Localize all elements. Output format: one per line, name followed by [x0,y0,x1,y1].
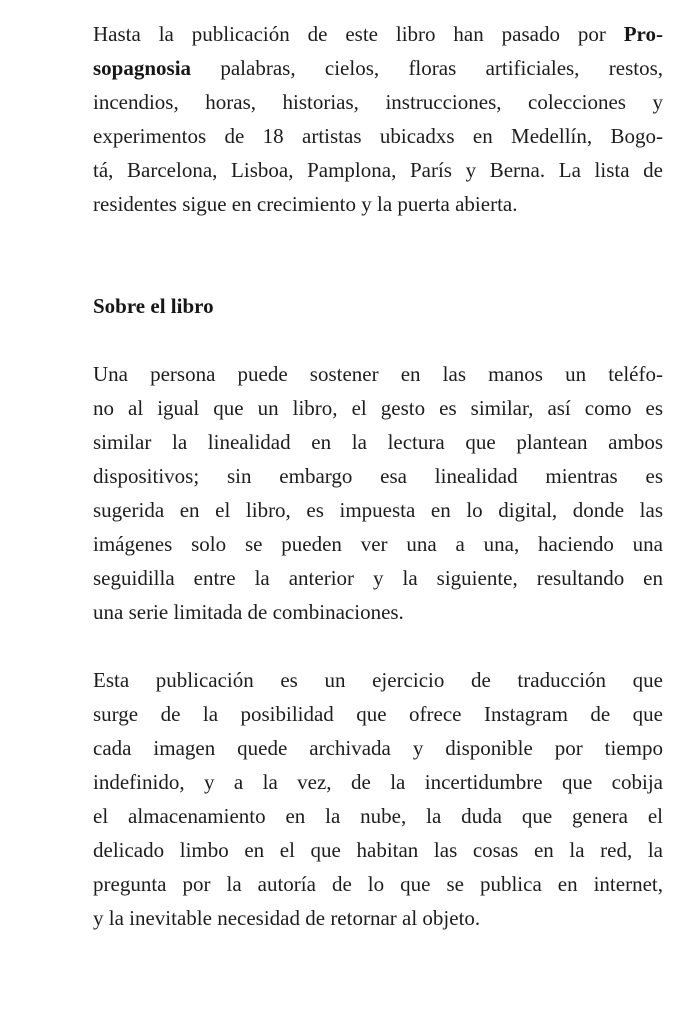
text-line: tá, Barcelona, Lisboa, Pamplona, París y Berna. La lista de [93,158,663,182]
text-line: residentes sigue en crecimiento y la puerta abierta. [93,192,518,216]
text-line: experimentos de 18 artistas ubicadxs en Medellín, Bogo- [93,124,663,148]
bold-text-run: Pro- [623,22,663,46]
text-run: palabras, cielos, floras artificiales, restos, [191,56,663,80]
text-line: una serie limitada de combinaciones. [93,600,404,624]
text-line [93,17,663,51]
text-line: sugerida en el libro, es impuesta en lo digital, donde las [93,498,663,522]
text-line: no al igual que un libro, el gesto es similar, así como es [93,396,663,420]
text-line: seguidilla entre la anterior y la siguiente, resultando en [93,566,663,590]
paragraph-translation-exercise [93,663,663,935]
paragraph-residency-summary [93,17,663,221]
bold-text-run: sopagnosia [93,56,192,80]
text-line: dispositivos; sin embargo esa linealidad mientras es [93,464,663,488]
text-line: Una persona puede sostener en las manos un teléfo- [93,362,663,386]
text-line [93,51,663,85]
text-line: indefinido, y a la vez, de la incertidumbre que cobija [93,770,663,794]
text-run: Hasta la publicación de este libro han pasado por [93,22,624,46]
text-line: surge de la posibilidad que ofrece Instagram de que [93,702,663,726]
text-line: cada imagen quede archivada y disponible por tiempo [93,736,663,760]
text-line: Esta publicación es un ejercicio de traducción que [93,668,663,692]
text-line: incendios, horas, historias, instrucciones, colecciones y [93,90,663,114]
text-line: similar la linealidad en la lectura que plantean ambos [93,430,663,454]
paragraph-linearity [93,357,663,629]
text-line: imágenes solo se pueden ver una a una, haciendo una [93,532,663,556]
text-line: el almacenamiento en la nube, la duda que genera el [93,804,663,828]
text-line: delicado limbo en el que habitan las cosas en la red, la [93,838,663,862]
text-line: y la inevitable necesidad de retornar al objeto. [93,906,481,930]
text-line: pregunta por la autoría de lo que se publica en internet, [93,872,663,896]
section-heading-sobre-el-libro: Sobre el libro [93,294,214,318]
